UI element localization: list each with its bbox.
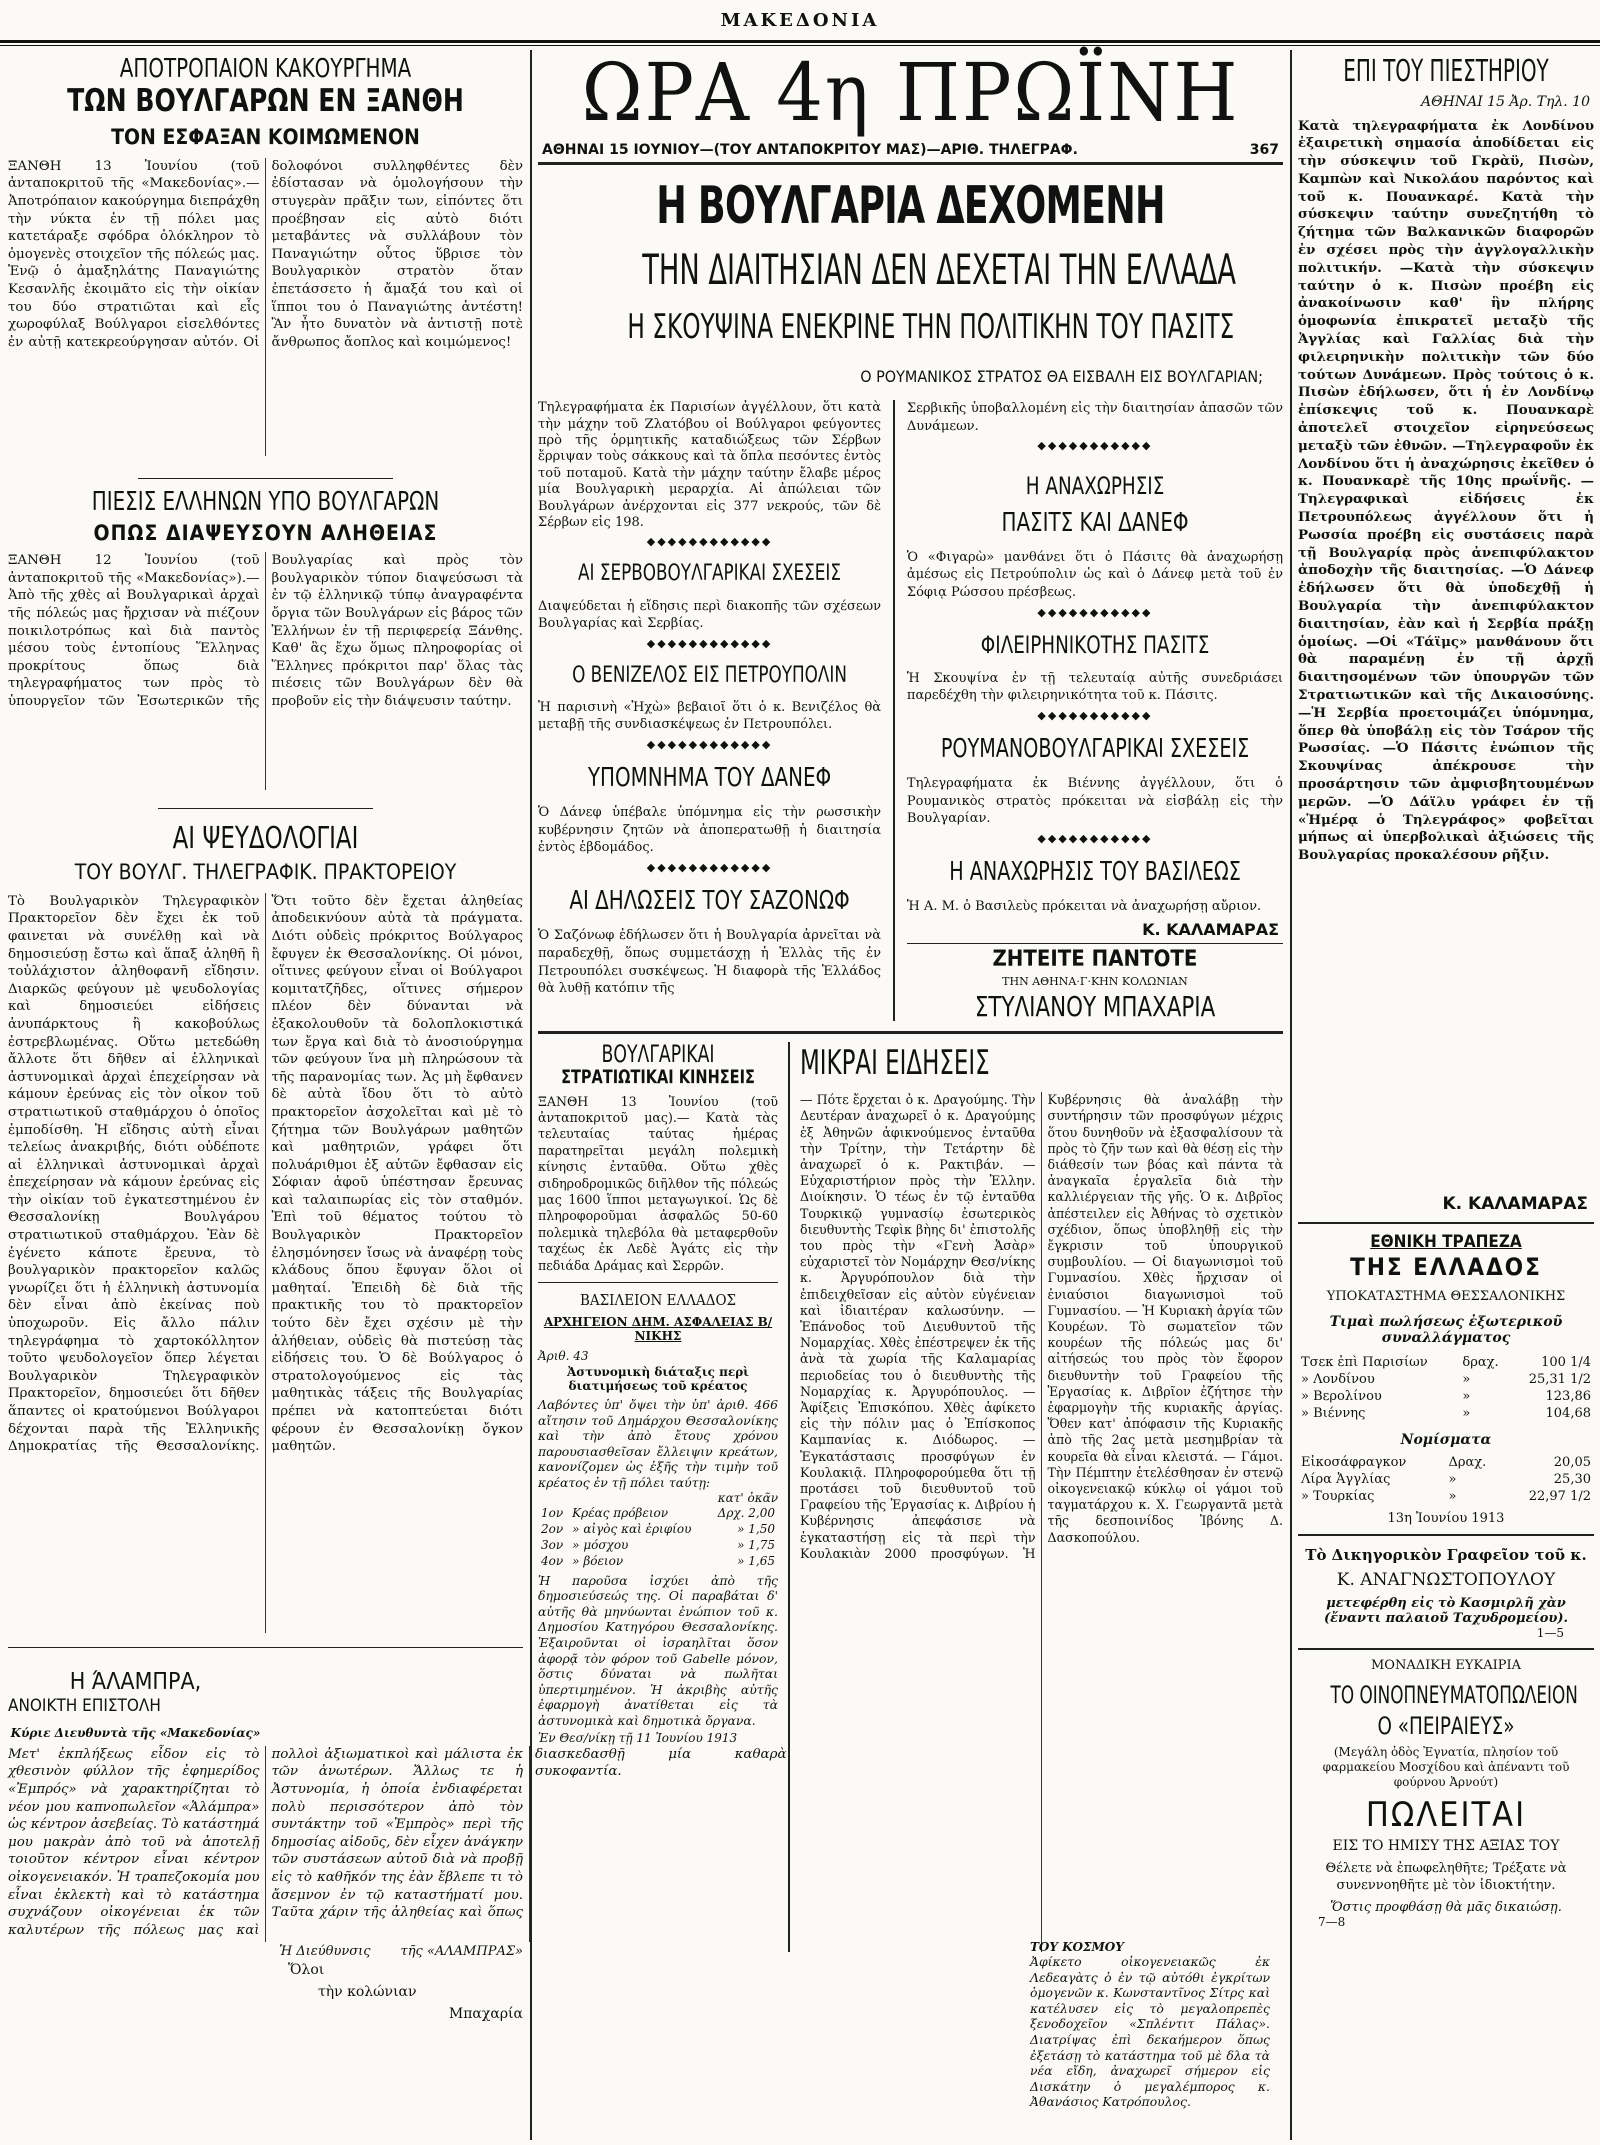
dateline: ΑΘΗΝΑΙ 15 Ἀρ. Τηλ. 10 [1421, 93, 1590, 110]
legal-text-2: μετεφέρθη εἰς τὸ Κασμιρλῆ χὰν (ἔναντι παλαιοῦ Ταχυδρομείου). [1323, 1595, 1569, 1626]
article-subtitle: ΤΟΝ ΕΣΦΑΞΑΝ ΚΟΙΜΩΜΕΝΟΝ [111, 124, 420, 149]
separator [538, 162, 1283, 165]
price-item: » αἰγὸς καὶ ἐριφίου [572, 1521, 692, 1536]
notice-subtitle: Ἀστυνομικὴ διάταξις περὶ διατιμήσεως τοῦ κρέατος [567, 1365, 749, 1394]
bank-subtitle: ΥΠΟΚΑΤΑΣΤΗΜΑ ΘΕΣΣΑΛΟΝΙΚΗΣ [1326, 1288, 1566, 1304]
coin-label: Εἰκοσάφραγκον [1301, 1454, 1407, 1470]
rate-unit: » [1462, 1388, 1471, 1404]
coin-unit: Δραχ. [1448, 1454, 1487, 1470]
separator [1298, 1222, 1594, 1224]
letter-col-2 [275, 1658, 523, 1740]
separator [538, 1282, 778, 1283]
coins-title: Νομίσματα [1400, 1431, 1492, 1448]
deco-separator: ◆◆◆◆◆◆◆◆◆◆◆ [1037, 605, 1153, 619]
bank-title-2: ΤΗΣ ΕΛΛΑΔΟΣ [1350, 1253, 1542, 1282]
price-item: » μόσχου [572, 1537, 629, 1552]
price-value: » 1,50 [737, 1521, 775, 1536]
article-subtitle: ΑΝΟΙΚΤΗ ΕΠΙΣΤΟΛΗ [8, 1695, 161, 1716]
rate-unit: » [1462, 1371, 1471, 1387]
legal-code: 1—5 [1536, 1625, 1564, 1640]
article-xanthi-crime [8, 56, 523, 456]
masthead-rule [0, 40, 1600, 43]
colognia-ad [288, 1959, 523, 2025]
section-body: Ἡ Σκουψίνα ἐν τῇ τελευταίᾳ αὐτῆς συνεδριάσει παρεδέχθη τὴν φιλειρηνικότητα τοῦ κ. Πάσιτς. [906, 670, 1283, 704]
sale-code: 7—8 [1318, 1914, 1346, 1929]
separator [538, 1031, 1283, 1034]
coin-row [1298, 1471, 1594, 1488]
section-body: Ὁ Σαζόνωφ ἐδήλωσεν ὅτι ἡ Βουλγαρία ἀρνεῖται νὰ παραδεχθῇ, ὅπως συμμετάσχῃ ἡ Ἑλλὰς τῆς ἐν Πετρουπόλει συσκέψεως. Ἡ διαφορὰ τῆς Ἑλλάδος θὰ λυθῇ κατόπιν τῆς [538, 928, 882, 997]
coin-row [1298, 1454, 1594, 1471]
section-title: ΕΠΙ ΤΟΥ ΠΙΕΣΤΗΡΙΟΥ [1343, 54, 1549, 89]
bank-date: 13η Ἰουνίου 1913 [1387, 1510, 1505, 1526]
price-q: 3ον [541, 1537, 564, 1552]
separator [907, 943, 1283, 944]
section-title: Η ΑΝΑΧΩΡΗΣΙΣ ΤΟΥ ΒΑΣΙΛΕΩΣ [949, 857, 1241, 888]
ad-line: Μπαχαρία [448, 2005, 523, 2022]
section-title: Ο ΒΕΝΙΖΕΛΟΣ ΕΙΣ ΠΕΤΡΟΥΠΟΛΙΝ [572, 662, 847, 688]
notice-body-2: Ἡ παροῦσα ἰσχύει ἀπὸ τῆς δημοσιεύσεώς της. Οἱ παραβάται δ' αὐτῆς θὰ μηνύωνται ἐνώπιον τοῦ κ. Δημοσίου Κατηγόρου Θεσσαλονίκης. Ἐξαιροῦνται οἱ ἰσραηλῖται ὅσον ἀφορᾷ τὸν φόρον τοῦ Gabelle μόνον, ὅστις δύναται νὰ πωλῆται ὑπερτιμημένον. Ἡ ἀκριβὴς αὐτῆς ἐφαρμογὴ ἀνατίθεται εἰς τὰ ἀστυνομικὰ καὶ δημοτικὰ ὄργανα. [538, 1572, 778, 1728]
column-divider [788, 1042, 790, 1952]
price-value: » 1,75 [737, 1537, 775, 1552]
main-headline: Η ΒΟΥΛΓΑΡΙΑ ΔΕΧΟΜΕΝΗ [656, 176, 1165, 236]
ad-line: Ὅλοι [288, 1961, 325, 1978]
sale-name: Ο «ΠΕΙΡΑΙΕΥΣ» [1377, 1711, 1515, 1740]
article-title: Η ΆΛΑΜΠΡΑ, [69, 1668, 202, 1695]
section-body: Ἡ παρισινὴ «Ἠχὼ» βεβαιοῖ ὅτι ὁ κ. Βενιζέλος θὰ μεταβῇ τῆς συνδιασκέψεως ἐν Πετρουπόλει. [538, 699, 882, 733]
mikrai-body: — Πότε ἔρχεται ὁ κ. Δραγούμης. Τὴν Δευτέραν ἀναχωρεῖ ὁ κ. Δραγούμης ἐξ Ἀθηνῶν ἀφικνούμενος ἐνταῦθα τὴν Τρίτην, τὴν Τετάρτην δὲ ἀναχωρεῖ ὁ κ. Ρακτιβάν. — Εὐχαριστήριον πρὸς τὴν Ἑλλην. Διοίκησιν. Ὁ τέως ἐν τῷ ἐνταῦθα Τουρκικῷ γυμνασίῳ ἐσωτερικὸς διευθυντὴς Τεφὶκ βὴης δι' ἐπιστολῆς του πρὸς τὴν «Γενὴ Ἀσὰρ» εὐχαριστεῖ τὸν Νομάρχην Θεσ/νίκης κ. Ἀργυρόπουλον διὰ τὴν ἐπιδειχθεῖσαν εἰς αὐτὸν εὐγένειαν καὶ ἰδιαιτέραν καλωσύνην. — Ἐπάνοδος τοῦ Διευθυντοῦ τῆς Νομαρχίας. Χθὲς ἐπέστρεψεν ἐκ τῆς ἀνὰ τὰ χωρία τῆς Καλαμαρίας περιοδείας του ὁ διευθυντὴς τῆς Νομαρχίας κ. Ἀργυρόπουλος. — Ἀφίξεις Ἐπισκόπου. Χθὲς ἀφίκετο εἰς τὴν πόλιν μας ὁ Ἐπίσκοπος Καμπανίας κ. Διόδωρος. — Ἐγκατάστασις προσφύγων ἐν Κουλακιᾷ. Πληροφορούμεθα ὅτι τῇ προτάσει τοῦ διευθυντοῦ τοῦ Γραφείου τῆς Ἐργασίας κ. Διβρίου ἡ Κυβέρνησις ἀπεφάσισε νὰ ἐγκαταστήσῃ εἰς τὰ περὶ τὴν Κουλακιὰν 2000 προσφύγων. Ἡ Κυβέρνησις θὰ ἀναλάβῃ τὴν συντήρησιν τῶν προσφύγων μέχρις ὅτου δυνηθοῦν νὰ ἐξασφαλίσουν τὰ πρὸς τὸ ζῆν των καὶ θὰ θέσῃ εἰς τὴν διάθεσίν των βόας καὶ πάντα τὰ ἀναγκαῖα ἐργαλεῖα διὰ τὴν καλλιέργειαν τῆς γῆς. Ὁ κ. Διβρῖος ἀπέστειλεν εἰς Ἀθήνας τὸ σχετικὸν σχέδιον, ὅπως ὑποβληθῇ εἰς τὴν ἔγκρισιν τοῦ ὑπουργικοῦ συμβουλίου. — Οἱ διαγωνισμοὶ τοῦ Γυμνασίου. Χθὲς ἤρχισαν οἱ ἐνιαύσιοι διαγωνισμοὶ τοῦ Γυμνασίου. — Ἡ Κυριακὴ ἀργία τῶν Κουρέων. Τὸ σωματεῖον τῶν κουρέων τῆς πόλεώς μας δι' αἰτήσεώς του πρὸς τὸν ἔφορον διευθυντὴν τοῦ Γραφείου τῆς Ἐργασίας κ. Διβρῖον ἐζήτησε τὴν ἐφαρμογὴν τῆς κυριακῆς ἀργίας. Ὅθεν κατ' ἀπόφασιν τῆς Κυριακῆς ἀπὸ τῆς 2ας μετὰ μεσημβρίαν τὰ κουρεῖα θὰ εἶναι κλειστά. — Γάμοι. Τὴν Πέμπτην ἐτελέσθησαν ἐν στενῷ οἰκογενειακῷ κύκλῳ οἱ γάμοι τοῦ ταγματάρχου κ. Χ. Γεωργαντᾶ μετὰ τῆς δεσποινίδος Ἰβόνης Δ. Δασκοπούλου. [800, 1092, 1283, 1561]
newspaper-name: ΜΑΚΕΔΟΝΙΑ [720, 10, 880, 31]
letter-col-1 [8, 1658, 263, 1740]
separator [1298, 1534, 1594, 1536]
section-body: Διαψεύδεται ἡ εἴδησις περὶ διακοπῆς τῶν σχέσεων Βουλγαρίας καὶ Σερβίας. [538, 598, 882, 632]
price-value: Δρχ. 2,00 [717, 1505, 775, 1520]
signature-line-1: Ἡ Διεύθυνσις [279, 1943, 371, 1959]
section-body: Τηλεγραφήματα ἐκ Βιέννης ἀγγέλλουν, ὅτι ὁ Ρουμανικὸς στρατὸς πρόκειται νὰ εἰσβάλῃ εἰς τὴν Βουλγαρίαν. [906, 776, 1283, 827]
section-body: ΞΑΝΘΗ 13 Ἰουνίου (τοῦ ἀνταποκριτοῦ μας).— Κατὰ τὰς τελευταίας ταύτας ἡμέρας παρατηρεῖται μεγάλη πολεμικὴ κίνησις ἐνταῦθα. Οὕτω χθὲς σιδηροδρομικῶς διῆλθον τῆς πόλεώς μας 1600 ἵπποι μεταγωγικοί. Ὡς δὲ πληροφοροῦμαι ἀσφαλῶς 50-60 πολεμικὰ τηλεβόλα θὰ μεταφερθοῦν ταχέως ἐκ Λεδὲ Ἀγάτς εἰς τὴν πεδιάδα Δράμας καὶ Σερρῶν. [538, 1093, 778, 1273]
rate-row [1298, 1354, 1594, 1371]
article-title: ΑΙ ΨΕΥΔΟΛΟΓΙΑΙ [172, 821, 359, 857]
article-title: ΠΙΕΣΙΣ ΕΛΛΗΝΩΝ ΥΠΟ ΒΟΥΛΓΑΡΩΝ [91, 486, 440, 517]
letter-body: Μετ' ἐκπλήξεως εἶδον εἰς τὸ χθεσινὸν φύλλον τῆς ἐφημερίδος «Ἐμπρός» νὰ χαρακτηρίζηται τὸ νέον μου καπνοπωλεῖον «Ἀλάμπρα» ὡς κέντρον ἀσεβείας. Τὸ κατάστημά μου μακρὰν ἀπὸ τοῦ νὰ ἀποτελῇ τοιοῦτον κέντρον εἶναι κέντρον οἰκογενειακόν. Ἡ τραπεζοκομία μου εἶναι ἐκλεκτὴ καὶ τὸ κατάστημα συχνάζουν οἰκογένειαι ἐκ τῶν καλυτέρων τῆς πόλεως μας καὶ πολλοὶ ἀξιωματικοὶ καὶ μάλιστα ἐκ τῶν ἀνωτέρων. Ἄλλως τε ἡ Ἀστυνομία, ἡ ὁποία ἐνδιαφέρεται πολὺ περισσότερον ἀπὸ τὸν συντάκτην τοῦ «Ἐμπρὸς» περὶ τῆς δημοσίας αἰδοῦς, δὲν εἶχεν ἀνάγκην τῶν συστάσεων αὐτοῦ διὰ νὰ προβῇ εἰς τὸ καθῆκόν της ἐὰν ἔβλεπε τι τὸ ἄσεμνον ἐν τῷ καταστήματί μου. Ταῦτα χάριν τῆς ἀληθείας καὶ ὅπως διασκεδασθῇ μία καθαρὰ συκοφαντία. [8, 1746, 787, 1938]
rate-label: » Βερολίνου [1301, 1388, 1382, 1404]
price-q: 1ον [541, 1505, 564, 1520]
legal-office-ad [1298, 1546, 1594, 1640]
section-body: Κατὰ τηλεγραφήματα ἐκ Λονδίνου ἐξαιρετικὴ σημασία ἀποδίδεται εἰς τὴν σύσκεψιν τοῦ Γκρὰϋ, Πισὼν, Καμπὼν καὶ Νικολάου παρόντος καὶ τοῦ κ. Πουανκαρέ. Κατὰ τὴν σύσκεψιν ταύτην συνεζητήθη τὸ ζήτημα τῶν Βαλκανικῶν διαφορῶν ἐν σχέσει πρὸς τὴν ἀγγλογαλλικὴν πολιτικήν. —Κατὰ τὴν σύσκεψιν ταύτην ὁ κ. Πισὼν προέβη εἰς ἀνακοίνωσιν καθ' ἣν πλήρης ὁμοφωνία ἐπικρατεῖ μεταξὺ τῆς Ἀγγλίας καὶ Γαλλίας διὰ τὴν φιλειρηνικὴν πολιτικὴν τῶν δύο τούτων Δυνάμεων. Πρὸς τούτοις ὁ κ. Πισὼν ἐδήλωσεν, ὅτι ἡ ἐν Λονδίνῳ ἐπίσκεψις τοῦ κ. Πουανκαρὲ ἀποτελεῖ στοιχεῖον εἰρηνεύσεως μεταξὺ τῶν ἐθνῶν. —Τηλεγραφοῦν ἐκ Λονδίνου ὅτι ἡ ἀναχώρησις ἐκεῖθεν ὁ κ. Πουανκαρὲ τῆς 10ης πρωΐνῆς. —Τηλεγραφικαὶ εἰδήσεις ἐκ Πετρουπόλεως ἀγγέλλουν ὅτι ἡ Ρωσσία προέβη εἰς συστάσεις παρὰ τῇ Βουλγαρίᾳ πρὸς ἀνεπιφύλακτον ἀποδοχὴν τῆς διαιτησίας. —Ὁ Δάνεφ ἐδήλωσεν ὅτι θὰ ὑποδεχθῇ ἡ Βουλγαρία τὴν ἀνεπιφύλακτον διαιτησίαν, ἐὰν καὶ ἡ Σερβία πράξῃ ὁμοίως. —Οἱ «Τάϊμς» μανθάνουν ὅτι θὰ παραμένῃ ἐν τῇ ἀρχῇ διαιτησομένων τῶν ὑπουργῶν τῶν Στρατιωτικῶν καὶ τῆς Δικαιοσύνης. —Ἡ Σερβία προετοιμάζει ὑπόμνημα, ὅπερ θὰ ὑποβάλῃ εἰς τὸν Τσάρον τῆς Ρωσσίας. —Ὁ Πάσιτς ἐνώπιον τῆς Σκουψίνας ἀπέκρουσε τὴν προσάρτησιν τῶν ἀμφισβητουμένων μερῶν. —Ὁ Δάϊλυ γράφει ἐν τῇ «Ἡμέρᾳ ὁ Τηλεγράφος» φοβεῖται μήπως αἱ ὑπερβολικαὶ ἀξιώσεις τῆς Βουλγαρίας προκαλέσουν ρῆξιν. [1298, 117, 1594, 864]
price-item: Κρέας πρόβειον [572, 1505, 669, 1520]
separator [8, 1647, 523, 1648]
separator [138, 478, 393, 479]
legal-text: Τὸ Δικηγορικὸν Γραφεῖον τοῦ κ. [1305, 1545, 1587, 1564]
lower-col-1 [538, 1042, 778, 1952]
ad-title: ΖΗΤΕΙΤΕ ΠΑΝΤΟΤΕ [992, 946, 1198, 972]
sale-ad [1298, 1658, 1594, 1929]
coin-label: Λίρα Ἀγγλίας [1301, 1471, 1391, 1487]
column-divider [1290, 50, 1292, 2140]
price-row [538, 1505, 778, 1521]
article-alambra-letter [8, 1658, 523, 1740]
section-title-2: ΠΑΣΙΤΣ ΚΑΙ ΔΑΝΕΦ [1001, 507, 1189, 538]
rate-unit: δραχ. [1462, 1354, 1499, 1370]
section-title: ΦΙΛΕΙΡΗΝΙΚΟΤΗΣ ΠΑΣΙΤΣ [980, 630, 1210, 659]
section-title: ΑΙ ΣΕΡΒΟΒΟΥΛΓΑΡΙΚΑΙ ΣΧΕΣΕΙΣ [578, 561, 842, 587]
rates-title: Τιμαὶ πωλήσεως ἐξωτερικοῦ συναλλάγματος [1329, 1313, 1563, 1346]
deco-separator: ◆◆◆◆◆◆◆◆◆◆◆◆ [646, 535, 773, 549]
section-body: Ὁ «Φιγαρὼ» μανθάνει ὅτι ὁ Πάσιτς θὰ ἀναχωρήσῃ ἀμέσως εἰς Πετρούπολιν ὡς καὶ ὁ Δάνεφ μετὰ τοῦ ἐν Σόφιᾳ Ρώσσου πρέσβεως. [906, 549, 1283, 601]
section-title: ΒΟΥΛΓΑΡΙΚΑΙ [601, 1040, 715, 1069]
rate-label: » Βιέννης [1301, 1405, 1366, 1421]
sale-body: (Μεγάλη ὁδὸς Ἐγνατία, πλησίον τοῦ φαρμακείου Μοσχίδου καὶ ἀπέναντι τοῦ φούρνου Ἀρνούτ) [1322, 1744, 1570, 1789]
signature: Κ. ΚΑΛΑΜΑΡΑΣ [1142, 919, 1279, 939]
center-two-col [538, 400, 1283, 1024]
rate-row [1298, 1388, 1594, 1405]
rate-unit: » [1462, 1405, 1471, 1421]
section-body: Ἡ Α. Μ. ὁ Βασιλεὺς πρόκειται νὰ ἀναχωρήσῃ αὔριον. [906, 899, 1262, 915]
article-bulgarian-lies [8, 823, 523, 1633]
article-body: ΞΑΝΘΗ 12 Ἰουνίου (τοῦ ἀνταποκριτοῦ τῆς «Μακεδονίας»).— Ἀπὸ τῆς χθὲς αἱ Βουλγαρικαὶ ἀρχαὶ τῆς πόλεώς μας ἤρχισαν νὰ πιέζουν ποικιλοτρόπως καὶ διὰ παντὸς μέσου τοὺς ἐντοπίους Ἕλληνας προκρίτους ὅπως διὰ τηλεγραφήματος των πρὸς τὸ ὑπουργεῖον τῶν Ἐσωτερικῶν τῆς Βουλγαρίας καὶ πρὸς τὸν βουλγαρικὸν τύπον διαψεύσωσι τὰ ἐν τῷ ἑλληνικῷ τύπῳ ἀναγραφέντα ὄργια τῶν Βουλγάρων εἰς βάρος τῶν Ἑλλήνων ἐν τῇ περιφερείᾳ Ξάνθης. Καθ' ἃς ἔχω ὅμως πληροφορίας οἱ Ἕλληνες πρόκριτοι παρ' ὅλας τὰς πιέσεις τῶν Βουλγάρων δὲν θὰ προβοῦν εἰς τὴν διάψευσιν ταύτην. [8, 553, 523, 709]
price-item: » βόειον [572, 1553, 624, 1568]
center-lower [538, 1042, 1283, 1952]
bank-title: ΕΘΝΙΚΗ ΤΡΑΠΕΖΑ [1370, 1231, 1522, 1252]
coin-row [1298, 1488, 1594, 1505]
rate-row [1298, 1405, 1594, 1422]
price-q: 2ον [541, 1521, 564, 1536]
deco-separator: ◆◆◆◆◆◆◆◆◆◆◆◆ [646, 861, 773, 875]
rate-value: 123,86 [1545, 1388, 1591, 1404]
sale-sub: ΕΙΣ ΤΟ ΗΜΙΣΥ ΤΗΣ ΑΞΙΑΣ ΤΟΥ [1332, 1837, 1560, 1854]
section-body: Ὁ Δάνεφ ὑπέβαλε ὑπόμνημα εἰς τὴν ρωσσικὴν κυβέρνησιν ζητῶν νὰ ἀποπερατωθῇ ἡ διαιτησία ἐντὸς ἑβδομάδος. [538, 805, 882, 856]
deco-separator: ◆◆◆◆◆◆◆◆◆◆◆◆ [646, 636, 773, 650]
price-row [538, 1521, 778, 1537]
notice-head-2: ΑΡΧΗΓΕΙΟΝ ΔΗΜ. ΑΣΦΑΛΕΙΑΣ Β/ΝΙΚΗΣ [543, 1315, 773, 1344]
coin-value: 25,30 [1553, 1471, 1591, 1487]
section-title-2: ΣΤΡΑΤΙΩΤΙΚΑΙ ΚΙΝΗΣΕΙΣ [561, 1065, 755, 1088]
article-title: ΑΠΟΤΡΟΠΑΙΟΝ ΚΑΚΟΥΡΓΗΜΑ [119, 54, 412, 84]
article-subtitle: ΤΟΥ ΒΟΥΛΓ. ΤΗΛΕΓΡΑΦΙΚ. ΠΡΑΚΤΟΡΕΙΟΥ [74, 859, 457, 884]
dateline [542, 142, 1279, 158]
deco-separator: ◆◆◆◆◆◆◆◆◆◆◆◆ [646, 737, 773, 751]
notice-head: ΒΑΣΙΛΕΙΟΝ ΕΛΛΑΔΟΣ [579, 1291, 737, 1310]
section-title: ΜΙΚΡΑΙ ΕΙΔΗΣΕΙΣ [800, 1043, 990, 1084]
sale-body-2: Θέλετε νὰ ἐπωφεληθῆτε; Τρέξατε νὰ συνεννοηθῆτε μὲ τὸν ἰδιοκτήτην. [1325, 1860, 1567, 1893]
lead-body-continued: Σερβικῆς ὑποβαλλομένη εἰς τὴν διαιτησίαν ἀπασῶν τῶν Δυνάμεων. [906, 401, 1283, 434]
column-divider [893, 400, 895, 1021]
lower-col-2 [800, 1042, 1283, 1952]
rates-table [1298, 1354, 1594, 1422]
notice-body: Λαβόντες ὑπ' ὄψει τὴν ὑπ' ἀριθ. 466 αἴτησιν τοῦ Δημάρχου Θεσσαλονίκης καὶ τὴν ἀπὸ ἔτους χρόνου παρουσιασθεῖσαν ἔλλειψιν κρεάτων, κανονίζομεν ὡς ἑξῆς τὴν τιμὴν τοῦ κρέατος ἐν τῇ πόλει ταύτῃ: [538, 1397, 778, 1491]
coin-label: » Τουρκίας [1301, 1488, 1375, 1504]
section-title: Η ΑΝΑΧΩΡΗΣΙΣ [1025, 472, 1165, 501]
ad-line: τὴν κολώνιαν [318, 1983, 417, 2000]
banner-title: ΩΡΑ 4η ΠΡΩΪΝΗ [581, 46, 1240, 139]
rate-row [1298, 1371, 1594, 1388]
signature: Κ. ΚΑΛΑΜΑΡΑΣ [1442, 1193, 1588, 1214]
sale-body-3: Ὅστις προφθάσῃ θὰ μᾶς δικαιώσῃ. [1330, 1899, 1562, 1915]
article-body: ΞΑΝΘΗ 13 Ἰουνίου (τοῦ ἀνταποκριτοῦ τῆς «Μακεδονίας».— Ἀποτρόπαιον κακούργημα διεπράχθη τὴν νύκτα ἐν τῇ πόλει μας κατετάραξε σφόδρα ὁλόκληρον τὸ ὁμογενὲς στοιχεῖον τῆς πόλεώς μας. Ἐνῷ ὁ ἀμαξηλάτης Παναγιώτης Κεσανλῆς ἐκοιμᾶτο εἰς τὴν οἰκίαν του δύο στρατιῶται καὶ εἷς χωροφύλαξ Βούλγαροι εἰσελθόντες ἐν αὐτῇ κατεκρεούργησαν αὐτόν. Οἱ δολοφόνοι συλληφθέντες δὲν ἐδίστασαν νὰ ὁμολογήσουν τὴν στυγερὰν πρᾶξιν των, εἰπόντες ὅτι προέβησαν εἰς αὐτὸ διότι μεταβάντες νὰ συλλάβουν τὸν Παναγιώτην οὗτος ὕβρισε τὸν Βουλγαρικὸν στρατὸν ὅταν ἐπετάσσετο ἡ ἄμαξά του καὶ οἱ ἵπποι του ὁ Παναγιώτης ἀντέστη! Ἂν ἦτο δυνατὸν νὰ ἀντιστῇ ποτὲ ἄνθρωπος ἄοπλος καὶ κοιμώμενος! [8, 158, 523, 350]
price-q: 4ον [541, 1553, 564, 1568]
rate-label: » Λονδίνου [1301, 1371, 1375, 1387]
section-title: ΡΟΥΜΑΝΟΒΟΥΛΓΑΡΙΚΑΙ ΣΧΕΣΕΙΣ [940, 734, 1250, 764]
kosmos-title: ΤΟΥ ΚΟΣΜΟΥ [1030, 1940, 1124, 1954]
center-left-sub [538, 400, 881, 1021]
main-headline-2: ΤΗΝ ΔΙΑΙΤΗΣΙΑΝ ΔΕΝ ΔΕΧΕΤΑΙ ΤΗΝ ΕΛΛΑΔΑ [642, 244, 1237, 294]
coins-table [1298, 1454, 1594, 1505]
deco-separator: ◆◆◆◆◆◆◆◆◆◆◆ [1037, 709, 1153, 722]
separator [158, 808, 373, 809]
notice-date: Ἐν Θεσ/νίκῃ τῇ 11 Ἰουνίου 1913 [538, 1730, 738, 1745]
price-head: κατ' ὀκᾶν [717, 1490, 778, 1505]
center-column [538, 46, 1283, 2140]
kosmos-body: Ἀφίκετο οἰκογενειακῶς ἐκ Λεδεαγὰτς ὁ ἐν τῷ αὐτόθι ἐγκρίτων ὁμογενῶν κ. Κωνσταντῖνος Σίτρς καὶ κατέλυσεν εἰς τὸ μεγαλοπρεπὲς ξενοδοχεῖον «Σπλέντιτ Πάλας». Διατρίψας ἐπὶ δεκαήμερον ὅπως ἐξετάσῃ τὸ κατάστημα τοῦ μὲ δλα τὰ νέα εἴδη, ἀναχωρεῖ σήμερον εἰς Δισκάτην ὁ μεγαλέμπορος κ. Ἀθανάσιος Κατρόπουλος. [1030, 1954, 1270, 2110]
ad-name: ΣΤΥΛΙΑΝΟΥ ΜΠΑΧΑΡΙΑ [974, 990, 1216, 1024]
rate-value: 25,31 1/2 [1528, 1371, 1591, 1387]
sale-head: ΜΟΝΑΔΙΚΗ ΕΥΚΑΙΡΙΑ [1370, 1657, 1521, 1673]
price-row [538, 1553, 778, 1569]
section-title: ΥΠΟΜΝΗΜΑ ΤΟΥ ΔΑΝΕΦ [587, 762, 832, 793]
signature-line-2: τῆς «ΑΛΑΜΠΡΑΣ» [400, 1943, 523, 1959]
column-divider [530, 50, 532, 2140]
deco-separator: ◆◆◆◆◆◆◆◆◆◆◆ [1037, 439, 1153, 453]
article-body: Τὸ Βουλγαρικὸν Τηλεγραφικὸν Πρακτορεῖον δὲν ἔχει ἐκ τοῦ φαινεται νὰ συνέλθῃ καὶ νὰ δημοσιεύσῃ ἔστω καὶ ἅπαξ ἀληθῆ ἢ τοὐλάχιστον ἀληθοφανῆ εἴδησιν. Διαρκῶς φεύγουν μὲ ψευδολογίας καὶ δημοσιεύει εἰδήσεις ἀνυπάρκτους ἢ κακοβούλως ἐστρεβλωμένας. Οὕτω μετεδώθη ἄλλοτε ὅτι δῆθεν αἱ ἑλληνικαὶ ἀστυνομικαὶ ἀρχαὶ ἐπεχείρησαν νὰ κάμουν ἐρεύνας εἰς τὸν οἶκον τοῦ στρατιωτικοῦ σταθμάρχου ὁ ὁποῖος ἐμποδίσθη. Ἡ εἴδησις αὐτὴ εἶναι τελείως ἀνακριβής, διότι οὐδέποτε αἱ ἑλληνικαὶ ἀστυνομικαὶ ἀρχαὶ ἐπεχείρησαν νὰ κάμουν ἐρεύνας εἰς τὴν οἰκίαν τοῦ ἐγκατεστημένου ἐν Θεσσαλονίκῃ Βουλγάρου στρατιωτικοῦ σταθμάρχου. Ἐὰν δὲ ἐγένετο κάποτε ἔρευνα, τὸ βουλγαρικὸν πρακτορεῖον καλῶς γνωρίζει ὅτι ἡ ἑλληνικὴ ἀστυνομία δὲν εἶναι ἀπὸ ἐκείνας ποὺ ὑποχωροῦν. Εἰς ἄλλο πάλιν τηλεγράφημα τὸ χαρτοκόλλητον τοῦτο ψευδολογεῖον ὅπερ λέγεται Βουλγαρικὸν Τηλεγραφικὸν Πρακτορεῖον, δημοσιεύει ὅτι δῆθεν ἅπαντες οἱ κρατούμενοι Βούλγαροι δέχονται παρὰ τῆς Ἑλληνικῆς Δημοκρατίας τῆς Θεσσαλονίκης. Ὅτι τοῦτο δὲν ἔχεται ἀληθείας ἀποδεικνύουν αὐτὰ τὰ πράγματα. Διότι οὐδεὶς πρόκριτος Βούλγαρος ἔφυγεν ἐκ Θεσσαλονίκης. Οἱ μόνοι, οἵτινες φεύγουν εἶναι οἱ Βούλγαροι κομιτατζῆδες, οἵτινες σήμερον πλέον δὲν δύνανται νὰ ἐξακολουθοῦν τὰ δολοπλοκιστικά των ἔργα καὶ διὰ τὸ ἀνοσιούργημα τῶν φεύγουν ἵνα μὴ πληρώσουν τὰ τῆς παρανομίας των. Ἀς μὴ ἔφθανεν δὲ αὐτὰ ἴδου ὅτι τὸ αὐτὸ πρακτορεῖον ἀσχολεῖται καὶ μὲ τὸ ζήτημα τῶν Βουλγάρων μαθητῶν καὶ μαθητριῶν, γράφει ὅτι πολυάριθμοι ἐξ αὐτῶν ἔφθασαν εἰς Σόφιαν ἀφοῦ ὑπέστησαν ἔρευνας καὶ ταλαιπωρίας εἰς τὸν σταθμόν. Ἐπὶ τοῦ θέματος τούτου τὸ Βουλγαρικὸν Πρακτορεῖον ἐλησμόνησεν ἴσως νὰ ἀναφέρῃ τοὺς κλάδους ὅπου ἔφυγαν ὅλοι οἱ μαθηταί. Ἐπειδὴ δὲ διὰ τῆς πρακτικῆς του τὸ πρακτορεῖον τούτο δὲν ἔχει σχέσιν μὲ τὴν ἀλήθειαν, οὐδεὶς θὰ πιστεύσῃ τὰς εἰδήσεις του. Ὁ δὲ Βούλγαρος ὁ στρατολογούμενος εἰς τὰς μαθητικὰς τάξεις τῆς Βουλγαρίας πρέπει νὰ κατοπτεύεται διότι φέρουν ἐν Θεσσαλονίκῃ ὄγκον μαθητῶν. [8, 893, 523, 1455]
ad-subtitle: ΤΗΝ ΑΘΗΝΑ·Γ·ΚΗΝ ΚΟΛΩΝΙΑΝ [1002, 975, 1188, 989]
sale-big: ΠΩΛΕΙΤΑΙ [1365, 1794, 1527, 1835]
price-value: » 1,65 [737, 1553, 775, 1568]
rate-value: 104,68 [1545, 1405, 1591, 1421]
dateline-number: 367 [1249, 142, 1279, 158]
main-headline-4: Ο ΡΟΥΜΑΝΙΚΟΣ ΣΤΡΑΤΟΣ ΘΑ ΕΙΣΒΑΛΗ ΕΙΣ ΒΟΥΛΓΑΡΙΑΝ; [860, 367, 1263, 387]
dateline-text: ΑΘΗΝΑΙ 15 ΙΟΥΝΙΟΥ—(ΤΟΥ ΑΝΤΑΠΟΚΡΙΤΟΥ ΜΑΣ)—ΑΡΙΘ. ΤΗΛΕΓΡΑΦ. [542, 142, 1078, 158]
kosmos-block [790, 1940, 1270, 2110]
coin-value: 20,05 [1553, 1454, 1591, 1470]
rate-label: Τσεκ ἐπὶ Παρισίων [1301, 1354, 1428, 1370]
deco-separator: ◆◆◆◆◆◆◆◆◆◆◆ [1037, 832, 1153, 846]
article-subtitle: ΟΠΩΣ ΔΙΑΨΕΥΣΟΥΝ ΑΛΗΘΕΙΑΣ [93, 521, 438, 546]
article-greeks-pressure [8, 486, 523, 790]
center-right-sub [906, 400, 1283, 1024]
lead-body: Τηλεγραφήματα ἐκ Παρισίων ἀγγέλλουν, ὅτι κατὰ τὴν μάχην τοῦ Ζλατόβου οἱ Βούλγαροι φεύγοντες πρὸ τῆς ὁρμητικῆς καταδιώξεως τῶν Σέρβων ἔρριψαν τοὺς σάκκους καὶ τὰ ὅπλα πεσόντες ἐντὸς τοῦ ποταμοῦ. Κατὰ τὴν μάχην ταύτην ἔλαβε μέρος μία Βουλγαρικὴ μεραρχία. Αἱ ἀπώλειαι τῶν Βουλγάρων ἀνέρχονται εἰς 377 νεκρούς, τῶν δὲ Σέρβων εἰς 198. [538, 400, 882, 531]
right-column [1298, 50, 1594, 2140]
sale-title: ΤΟ ΟΙΝΟΠΝΕΥΜΑΤΟΠΩΛΕΙΟΝ [1330, 1680, 1578, 1709]
bank-ad [1298, 1231, 1594, 1526]
coin-unit: » [1448, 1471, 1457, 1487]
coin-value: 22,97 1/2 [1528, 1488, 1591, 1504]
masthead [0, 0, 1600, 44]
letter-salutation: Κύριε Διευθυντὰ τῆς «Μακεδονίας» [10, 1725, 261, 1740]
main-headline-3: Η ΣΚΟΥΨΙΝΑ ΕΝΕΚΡΙΝΕ ΤΗΝ ΠΟΛΙΤΙΚΗΝ ΤΟΥ ΠΑΣΙΤΣ [627, 306, 1235, 347]
coin-unit: » [1448, 1488, 1457, 1504]
article-title-2: ΤΩΝ ΒΟΥΛΓΑΡΩΝ ΕΝ ΞΑΝΘΗ [67, 83, 464, 120]
rate-value: 100 1/4 [1541, 1354, 1591, 1370]
price-row [538, 1537, 778, 1553]
letter-signature [8, 1944, 523, 1959]
section-title: ΑΙ ΔΗΛΩΣΕΙΣ ΤΟΥ ΣΑΖΟΝΩΦ [569, 886, 850, 917]
legal-name: Κ. ΑΝΑΓΝΩΣΤΟΠΟΥΛΟΥ [1336, 1569, 1556, 1590]
separator [1298, 1648, 1594, 1650]
price-table [538, 1505, 778, 1569]
notice-number: Ἀριθ. 43 [538, 1349, 589, 1364]
